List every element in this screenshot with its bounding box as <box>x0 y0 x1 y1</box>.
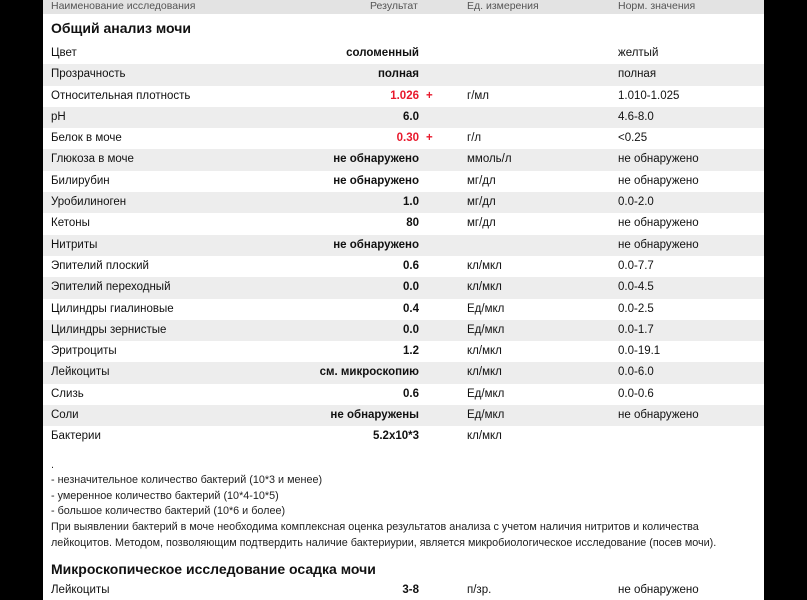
row-result: 0.4 <box>403 302 419 315</box>
row-norm: не обнаружено <box>618 153 699 166</box>
row-norm: 0.0-6.0 <box>618 366 654 379</box>
row-norm: не обнаружено <box>618 584 699 597</box>
row-result: 1.026 <box>390 89 419 102</box>
microscopy-table <box>43 580 764 600</box>
table-row <box>43 299 764 320</box>
row-norm: <0.25 <box>618 132 648 145</box>
row-unit: кл/мкл <box>467 259 502 272</box>
row-unit: ммоль/л <box>467 153 512 166</box>
table-row <box>43 64 764 85</box>
row-norm: полная <box>618 68 657 81</box>
note-line: - незначительное количество бактерий (10*3 и менее) <box>51 474 323 487</box>
row-result: полная <box>377 68 419 81</box>
table-row <box>43 341 764 362</box>
row-result: не обнаружены <box>330 409 419 422</box>
table-row <box>43 320 764 341</box>
table-row <box>43 362 764 383</box>
header-name: Наименование исследования <box>51 0 196 12</box>
row-unit: Ед/мкл <box>467 302 505 315</box>
row-unit: кл/мкл <box>467 345 502 358</box>
row-name: Уробилиноген <box>51 196 127 209</box>
row-norm: 0.0-0.6 <box>618 387 654 400</box>
row-unit: мг/дл <box>467 196 496 209</box>
row-result: 5.2x10*3 <box>372 430 419 443</box>
table-row <box>43 405 764 426</box>
table-row <box>43 107 764 128</box>
header-norm: Норм. значения <box>618 0 696 12</box>
row-unit: кл/мкл <box>467 430 502 443</box>
row-result: 0.0 <box>403 323 419 336</box>
row-norm: не обнаружено <box>618 174 699 187</box>
row-name: Глюкоза в моче <box>51 153 134 166</box>
table-row <box>43 43 764 64</box>
row-name: Цвет <box>51 47 77 59</box>
row-unit: мг/дл <box>467 217 496 230</box>
table-row <box>43 235 764 256</box>
row-unit: мг/дл <box>467 174 496 187</box>
row-name: Соли <box>51 409 79 422</box>
row-result: 6.0 <box>403 110 419 123</box>
row-name: Лейкоциты <box>51 366 110 379</box>
row-name: Нитриты <box>51 238 98 251</box>
row-norm: не обнаружено <box>618 409 699 422</box>
row-name: Бактерии <box>51 430 101 443</box>
header-result: Результат <box>370 0 418 12</box>
row-name: Билирубин <box>51 174 110 187</box>
row-result: 0.6 <box>403 259 419 272</box>
section-title-microscopy: Микроскопическое исследование осадка мочи <box>51 561 376 578</box>
row-norm: 0.0-2.5 <box>618 302 654 315</box>
row-result: 1.2 <box>403 345 419 358</box>
notes-block <box>43 448 764 552</box>
table-row <box>43 192 764 213</box>
table-row <box>43 213 764 234</box>
row-norm: не обнаружено <box>618 238 699 251</box>
row-flag: + <box>426 132 433 145</box>
row-name: Лейкоциты <box>51 584 110 597</box>
row-result: не обнаружено <box>333 238 419 251</box>
row-result: 80 <box>406 217 419 230</box>
note-line: - умеренное количество бактерий (10*4-10*5) <box>51 489 279 502</box>
row-norm: 4.6-8.0 <box>618 110 654 123</box>
row-unit: кл/мкл <box>467 366 502 379</box>
row-norm: 0.0-2.0 <box>618 196 654 209</box>
row-name: Относительная плотность <box>51 89 191 102</box>
lab-report-page <box>43 0 764 600</box>
table-row <box>43 149 764 170</box>
row-name: Слизь <box>51 387 84 400</box>
table-row <box>43 256 764 277</box>
row-result: 3-8 <box>402 584 419 597</box>
row-norm: не обнаружено <box>618 217 699 230</box>
row-unit: Ед/мкл <box>467 323 505 336</box>
row-norm: 0.0-4.5 <box>618 281 654 294</box>
row-norm: 1.010-1.025 <box>618 89 680 102</box>
row-result: 0.6 <box>403 387 419 400</box>
row-unit: п/зр. <box>467 584 492 597</box>
row-name: Цилиндры гиалиновые <box>51 302 174 315</box>
row-name: Прозрачность <box>51 68 126 81</box>
row-norm: 0.0-19.1 <box>618 345 661 358</box>
row-name: Белок в моче <box>51 132 122 145</box>
note-line: При выявлении бактерий в моче необходима комплексная оценка результатов анализа с учетом наличия нитритов и количества лейкоцитов. Методом, позволяющим подтвердить наличие бактериурии, является микробиологическое исследование (посев мочи). <box>51 521 717 549</box>
row-unit: Ед/мкл <box>467 409 505 422</box>
row-unit: Ед/мкл <box>467 387 505 400</box>
table-row <box>43 384 764 405</box>
row-name: Эритроциты <box>51 345 117 358</box>
results-table <box>43 43 764 448</box>
row-norm: 0.0-7.7 <box>618 259 654 272</box>
row-result: 1.0 <box>403 196 419 209</box>
row-unit: г/л <box>467 132 482 145</box>
table-header <box>43 0 764 14</box>
row-result: см. микроскопию <box>319 366 419 379</box>
row-name: Эпителий плоский <box>51 259 149 272</box>
row-name: Кетоны <box>51 217 90 230</box>
row-norm: желтый <box>618 47 659 59</box>
section-title-urinalysis: Общий анализ мочи <box>51 20 191 36</box>
row-unit: кл/мкл <box>467 281 502 294</box>
table-row <box>43 86 764 107</box>
table-row <box>43 580 764 600</box>
row-name: Эпителий переходный <box>51 281 171 294</box>
header-unit: Ед. измерения <box>467 0 539 12</box>
row-name: pH <box>51 110 66 123</box>
row-result: соломенный <box>346 47 419 59</box>
row-norm: 0.0-1.7 <box>618 323 654 336</box>
note-line: - большое количество бактерий (10*6 и более) <box>51 505 286 518</box>
table-row <box>43 171 764 192</box>
table-row <box>43 426 764 447</box>
row-result: не обнаружено <box>333 174 419 187</box>
row-name: Цилиндры зернистые <box>51 323 167 336</box>
table-row <box>43 128 764 149</box>
note-line: . <box>51 458 54 471</box>
row-flag: + <box>426 89 433 102</box>
row-unit: г/мл <box>467 89 490 102</box>
table-row <box>43 277 764 298</box>
row-result: 0.30 <box>396 132 419 145</box>
row-result: 0.0 <box>403 281 419 294</box>
row-result: не обнаружено <box>333 153 419 166</box>
